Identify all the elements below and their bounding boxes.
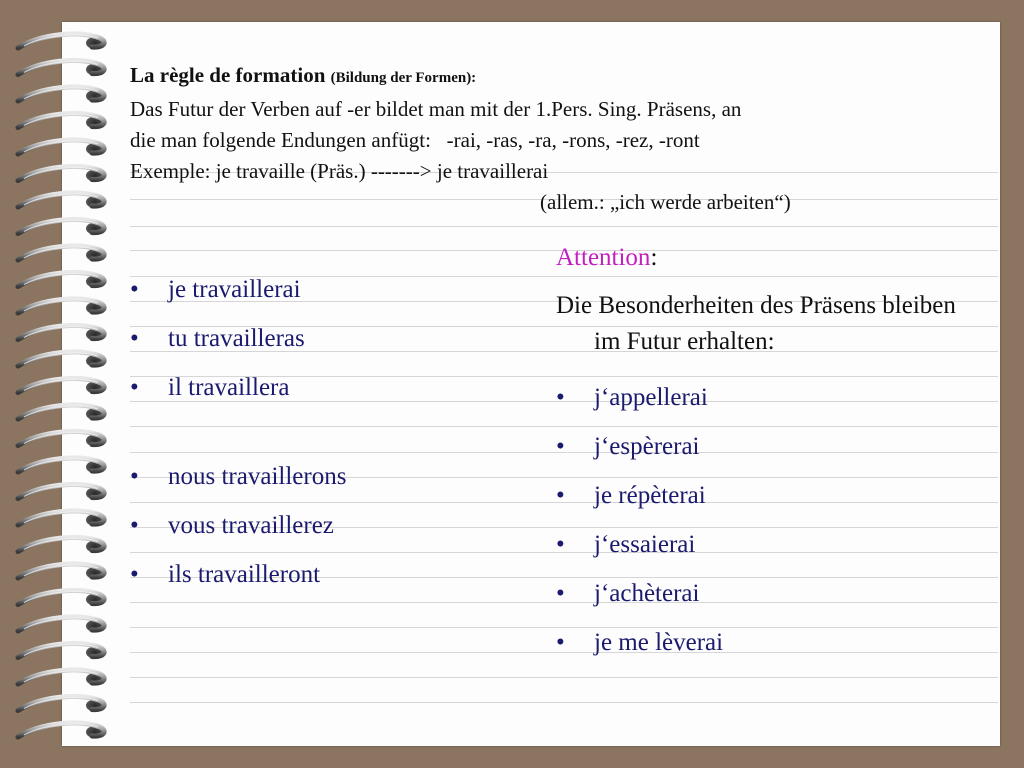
- list-item: • tu travailleras: [130, 325, 305, 352]
- list-item: • je travaillerai: [130, 276, 301, 303]
- header-title: La règle de formation: [130, 63, 326, 87]
- conjugation-list: [130, 265, 510, 599]
- list-item: • je me lèverai: [556, 629, 724, 656]
- list-item: • il travaillera: [130, 374, 290, 401]
- rule-header: [130, 60, 990, 218]
- exception-list: [556, 373, 976, 667]
- list-spacer: [130, 412, 510, 452]
- attention-label: Attention: [556, 244, 651, 271]
- header-line-3: Exemple: je travaille (Präs.) -------> je travaillerai: [130, 159, 549, 183]
- list-item: • vous travaillerez: [130, 512, 334, 539]
- list-item: • j‘appellerai: [556, 384, 708, 411]
- header-line-2: die man folgende Endungen anfügt: -rai, -ras, -ra, -rons, -rez, -ront: [130, 128, 700, 152]
- list-item: • ils travailleront: [130, 561, 321, 588]
- list-item: • j‘achèterai: [556, 580, 700, 607]
- list-item: • j‘espèrerai: [556, 433, 700, 460]
- header-line-4: (allem.: „ich werde arbeiten“): [540, 190, 791, 214]
- attention-paragraph: Die Besonderheiten des Präsens bleiben im Futur erhalten:: [556, 292, 956, 355]
- list-item: • j‘essaierai: [556, 531, 696, 558]
- spiral-binding-icon: [0, 0, 130, 768]
- list-item: • je répèterai: [556, 482, 706, 509]
- attention-panel: Attention: Die Besonderheiten des Präsens bleiben im Futur erhalten: • j‘appellerai • j‘espèrerai • je répèterai • j‘essaierai • j‘achèterai • je me lèverai: [556, 240, 976, 667]
- header-line-1: Das Futur der Verben auf -er bildet man mit der 1.Pers. Sing. Präsens, an: [130, 97, 742, 121]
- header-subtitle: (Bildung der Formen):: [330, 70, 477, 86]
- list-item: • nous travaillerons: [130, 463, 347, 490]
